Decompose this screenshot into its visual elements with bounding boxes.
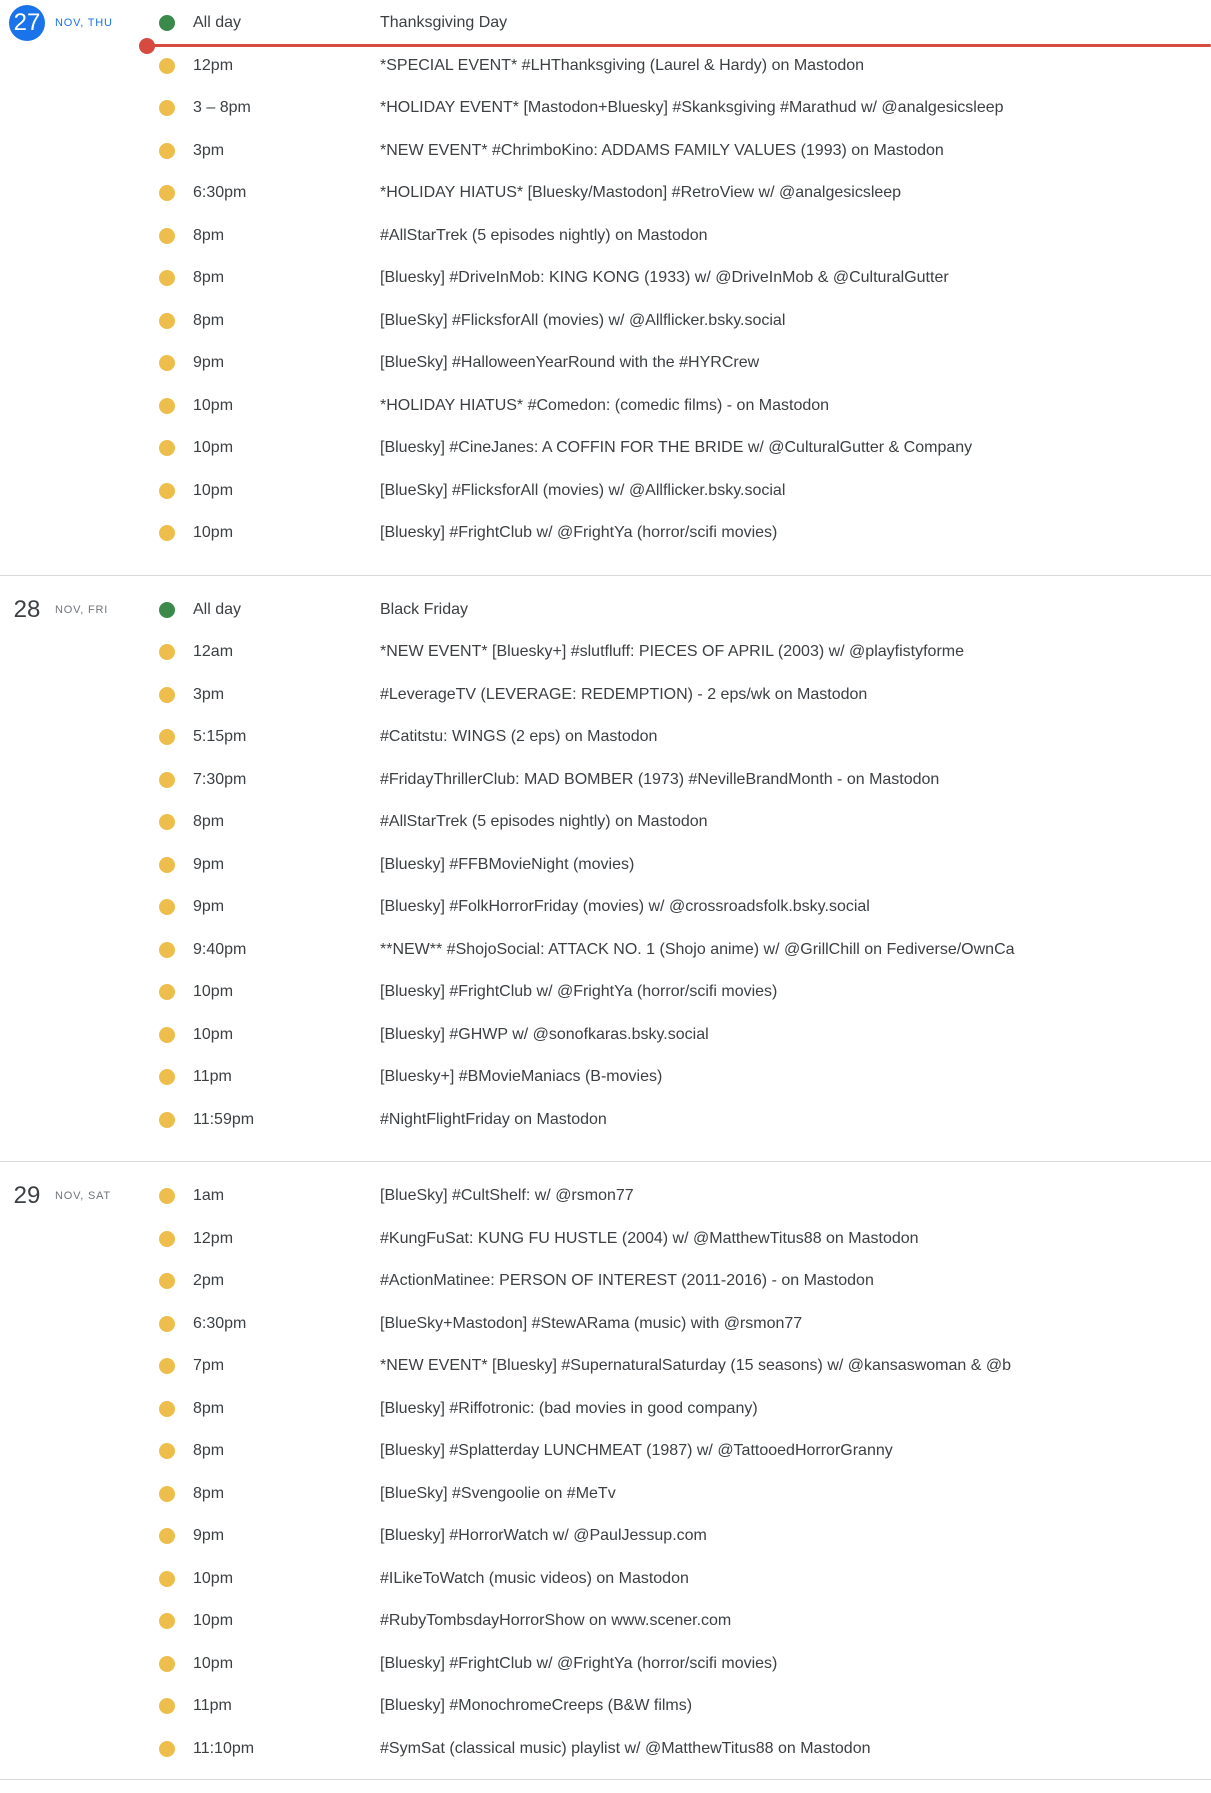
event-time: 10pm (193, 983, 234, 1001)
day-events (157, 589, 1211, 1142)
event-time: 9pm (193, 1527, 225, 1545)
event-title: #RubyTombsdayHorrorShow on www.scener.com (380, 1612, 732, 1630)
event-time: 10pm (193, 481, 234, 499)
event-title: #NightFlightFriday on Mastodon (380, 1110, 607, 1128)
event-title: [Bluesky] #FolkHorrorFriday (movies) w/ @crossroadsfolk.bsky.social (380, 898, 870, 916)
event-time: 7:30pm (193, 770, 247, 788)
event-row[interactable] (157, 257, 1211, 300)
event-time: 6:30pm (193, 184, 247, 202)
event-row[interactable] (157, 1728, 1211, 1771)
event-title: #AllStarTrek (5 episodes nightly) on Mastodon (380, 813, 708, 831)
date-wrap (0, 2, 157, 45)
event-title: [Bluesky] #HorrorWatch w/ @PaulJessup.com (380, 1527, 707, 1545)
event-row[interactable] (157, 1056, 1211, 1099)
event-color-dot (159, 1188, 175, 1204)
event-row[interactable] (157, 45, 1211, 88)
event-title: [BlueSky] #CultShelf: w/ @rsmon77 (380, 1187, 634, 1205)
event-row[interactable] (157, 130, 1211, 173)
event-row[interactable] (157, 1600, 1211, 1643)
event-color-dot (159, 1358, 175, 1374)
event-row[interactable] (157, 300, 1211, 343)
event-time: 10pm (193, 1025, 234, 1043)
event-color-dot (159, 772, 175, 788)
event-title: *SPECIAL EVENT* #LHThanksgiving (Laurel & Hardy) on Mastodon (380, 56, 865, 74)
event-row[interactable] (157, 1473, 1211, 1516)
event-row[interactable] (157, 1388, 1211, 1431)
event-row[interactable] (157, 87, 1211, 130)
event-color-dot (159, 185, 175, 201)
event-row[interactable] (157, 512, 1211, 555)
event-time: 10pm (193, 396, 234, 414)
event-title: [BlueSky] #Svengoolie on #MeTv (380, 1484, 616, 1502)
event-color-dot (159, 58, 175, 74)
event-time: 9pm (193, 354, 225, 372)
event-row[interactable] (157, 1345, 1211, 1388)
event-title: [Bluesky] #FrightClub w/ @FrightYa (horror/scifi movies) (380, 1654, 778, 1672)
event-row[interactable] (157, 631, 1211, 674)
event-color-dot (159, 1112, 175, 1128)
day-section (0, 0, 1211, 576)
date-cell (0, 1175, 157, 1770)
event-time: 6:30pm (193, 1314, 247, 1332)
event-color-dot (159, 1316, 175, 1332)
event-time: 8pm (193, 226, 225, 244)
event-color-dot (159, 398, 175, 414)
event-row[interactable] (157, 1685, 1211, 1728)
event-time: 10pm (193, 1654, 234, 1672)
event-title: #SymSat (classical music) playlist w/ @MatthewTitus88 on Mastodon (380, 1739, 871, 1757)
event-color-dot (159, 525, 175, 541)
day-events (157, 1175, 1211, 1770)
date-cell (0, 2, 157, 555)
event-color-dot (159, 899, 175, 915)
event-title: *NEW EVENT* [Bluesky] #SupernaturalSaturday (15 seasons) w/ @kansaswoman & @b (380, 1357, 1011, 1375)
event-title: [Bluesky] #Splatterday LUNCHMEAT (1987) w/ @TattooedHorrorGranny (380, 1442, 893, 1460)
event-row[interactable] (157, 1430, 1211, 1473)
event-row[interactable] (157, 172, 1211, 215)
event-row[interactable] (157, 1260, 1211, 1303)
event-title: #AllStarTrek (5 episodes nightly) on Mastodon (380, 226, 708, 244)
event-row[interactable] (157, 1558, 1211, 1601)
event-time: 12pm (193, 1229, 234, 1247)
event-time: 10pm (193, 524, 234, 542)
event-time: 11:59pm (193, 1110, 255, 1128)
event-title: [Bluesky] #FFBMovieNight (movies) (380, 855, 635, 873)
event-title: [Bluesky] #Riffotronic: (bad movies in good company) (380, 1399, 758, 1417)
event-time: 12am (193, 643, 234, 661)
event-row[interactable] (157, 971, 1211, 1014)
event-time: 10pm (193, 1569, 234, 1587)
event-time: 11:10pm (193, 1739, 255, 1757)
event-time: 9pm (193, 855, 225, 873)
event-row[interactable] (157, 716, 1211, 759)
event-title: [Bluesky] #FrightClub w/ @FrightYa (horror/scifi movies) (380, 524, 778, 542)
event-time: 9:40pm (193, 940, 247, 958)
event-time: 1am (193, 1187, 225, 1205)
event-color-dot (159, 143, 175, 159)
event-color-dot (159, 1741, 175, 1757)
event-title: #KungFuSat: KUNG FU HUSTLE (2004) w/ @MatthewTitus88 on Mastodon (380, 1229, 919, 1247)
event-title: *HOLIDAY HIATUS* #Comedon: (comedic films) - on Mastodon (380, 396, 830, 414)
event-color-dot (159, 483, 175, 499)
date-weekday: NOV, FRI (55, 603, 109, 616)
event-title: [Bluesky] #MonochromeCreeps (B&W films) (380, 1697, 693, 1715)
event-color-dot (159, 100, 175, 116)
event-color-dot (159, 602, 175, 618)
event-title: [Bluesky] #CineJanes: A COFFIN FOR THE BRIDE w/ @CulturalGutter & Company (380, 439, 973, 457)
event-color-dot (159, 1613, 175, 1629)
event-time: 8pm (193, 1442, 225, 1460)
event-time: 8pm (193, 269, 225, 287)
event-title: **NEW** #ShojoSocial: ATTACK NO. 1 (Shojo anime) w/ @GrillChill on Fediverse/OwnCa (380, 940, 1015, 958)
event-row[interactable] (157, 385, 1211, 428)
date-weekday: NOV, THU (55, 17, 113, 30)
event-color-dot (159, 313, 175, 329)
event-title: [BlueSky] #FlicksforAll (movies) w/ @Allflicker.bsky.social (380, 311, 786, 329)
event-row[interactable] (157, 759, 1211, 802)
event-title: #Catitstu: WINGS (2 eps) on Mastodon (380, 728, 658, 746)
event-color-dot (159, 1069, 175, 1085)
event-time: 11pm (193, 1697, 232, 1715)
current-time-line (147, 44, 1211, 47)
event-color-dot (159, 942, 175, 958)
event-time: 11pm (193, 1068, 232, 1086)
date-number[interactable]: 28 (13, 595, 41, 623)
event-row[interactable] (157, 1643, 1211, 1686)
date-wrap (0, 589, 157, 632)
event-row[interactable] (157, 801, 1211, 844)
event-time: 8pm (193, 311, 225, 329)
date-number[interactable]: 29 (13, 1182, 41, 1210)
event-title: Thanksgiving Day (380, 14, 508, 32)
event-title: *HOLIDAY HIATUS* [Bluesky/Mastodon] #RetroView w/ @analgesicsleep (380, 184, 902, 202)
date-wrap (0, 1175, 157, 1218)
event-title: [Bluesky] #FrightClub w/ @FrightYa (horror/scifi movies) (380, 983, 778, 1001)
event-time: 3pm (193, 685, 225, 703)
event-color-dot (159, 984, 175, 1000)
event-time: 8pm (193, 813, 225, 831)
event-color-dot (159, 1443, 175, 1459)
event-color-dot (159, 1698, 175, 1714)
day-section (0, 576, 1211, 1163)
event-title: [Bluesky] #GHWP w/ @sonofkaras.bsky.social (380, 1025, 709, 1043)
event-color-dot (159, 355, 175, 371)
event-row[interactable] (157, 1099, 1211, 1142)
event-time: 12pm (193, 56, 234, 74)
date-weekday: NOV, SAT (55, 1190, 111, 1203)
event-color-dot (159, 1656, 175, 1672)
event-color-dot (159, 857, 175, 873)
event-title: #FridayThrillerClub: MAD BOMBER (1973) #NevilleBrandMonth - on Mastodon (380, 770, 940, 788)
event-title: [Bluesky+] #BMovieManiacs (B-movies) (380, 1068, 663, 1086)
event-time: 7pm (193, 1357, 225, 1375)
event-time: All day (193, 14, 242, 32)
event-time: 3 – 8pm (193, 99, 251, 117)
event-time: 2pm (193, 1272, 225, 1290)
event-row[interactable] (157, 1175, 1211, 1218)
event-time: 10pm (193, 1612, 234, 1630)
event-title: Black Friday (380, 600, 469, 618)
day-events (157, 2, 1211, 555)
event-color-dot (159, 440, 175, 456)
event-row[interactable] (157, 929, 1211, 972)
event-color-dot (159, 644, 175, 660)
date-cell (0, 589, 157, 1142)
event-color-dot (159, 270, 175, 286)
event-title: *NEW EVENT* #ChrimboKino: ADDAMS FAMILY VALUES (1993) on Mastodon (380, 141, 944, 159)
event-row[interactable] (157, 1218, 1211, 1261)
date-number[interactable]: 27 (9, 5, 45, 41)
event-row[interactable] (157, 342, 1211, 385)
event-time: 8pm (193, 1399, 225, 1417)
event-title: #ActionMatinee: PERSON OF INTEREST (2011-2016) - on Mastodon (380, 1272, 874, 1290)
event-row[interactable] (157, 844, 1211, 887)
event-color-dot (159, 1528, 175, 1544)
event-title: *NEW EVENT* [Bluesky+] #slutfluff: PIECES OF APRIL (2003) w/ @playfistyforme (380, 643, 964, 661)
day-section (0, 1162, 1211, 1780)
event-color-dot (159, 1571, 175, 1587)
event-color-dot (159, 1027, 175, 1043)
event-color-dot (159, 1231, 175, 1247)
event-color-dot (159, 1273, 175, 1289)
event-title: #ILikeToWatch (music videos) on Mastodon (380, 1569, 689, 1587)
event-row[interactable] (157, 2, 1211, 45)
event-time: 3pm (193, 141, 225, 159)
event-title: [Bluesky] #DriveInMob: KING KONG (1933) w/ @DriveInMob & @CulturalGutter (380, 269, 949, 287)
event-time: 5:15pm (193, 728, 247, 746)
event-color-dot (159, 1486, 175, 1502)
event-time: 9pm (193, 898, 225, 916)
event-color-dot (159, 15, 175, 31)
event-title: [BlueSky] #FlicksforAll (movies) w/ @Allflicker.bsky.social (380, 481, 786, 499)
event-title: #LeverageTV (LEVERAGE: REDEMPTION) - 2 eps/wk on Mastodon (380, 685, 868, 703)
event-color-dot (159, 814, 175, 830)
event-row[interactable] (157, 1303, 1211, 1346)
event-row[interactable] (157, 886, 1211, 929)
event-row[interactable] (157, 1515, 1211, 1558)
event-color-dot (159, 228, 175, 244)
event-row[interactable] (157, 215, 1211, 258)
event-color-dot (159, 687, 175, 703)
event-time: All day (193, 600, 242, 618)
event-row[interactable] (157, 1014, 1211, 1057)
event-row[interactable] (157, 589, 1211, 632)
event-row[interactable] (157, 427, 1211, 470)
event-time: 8pm (193, 1484, 225, 1502)
event-row[interactable] (157, 470, 1211, 513)
event-title: [BlueSky+Mastodon] #StewARama (music) with @rsmon77 (380, 1314, 803, 1332)
event-color-dot (159, 729, 175, 745)
event-title: *HOLIDAY EVENT* [Mastodon+Bluesky] #Skanksgiving #Marathud w/ @analgesicsleep (380, 99, 1004, 117)
event-title: [BlueSky] #HalloweenYearRound with the #HYRCrew (380, 354, 760, 372)
event-time: 10pm (193, 439, 234, 457)
event-color-dot (159, 1401, 175, 1417)
event-row[interactable] (157, 674, 1211, 717)
